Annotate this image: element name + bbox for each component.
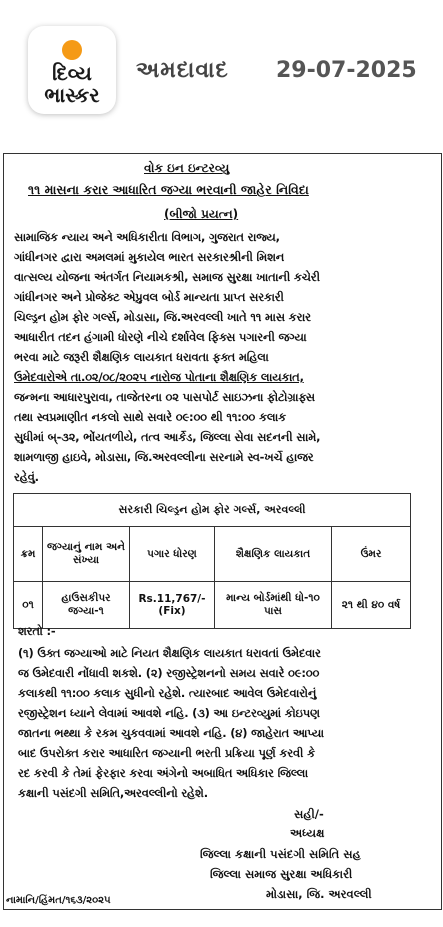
cell-pay: Rs.11,767/- (Fix) bbox=[130, 582, 215, 629]
divya-bhaskar-logo[interactable] bbox=[28, 26, 116, 114]
col-header-pay: પગાર ધોરણ bbox=[130, 527, 215, 582]
cell-qualification: માન્ય બોર્ડમાંથી ધો-૧૦ પાસ bbox=[215, 582, 332, 629]
edition-date: 29-07-2025 bbox=[276, 58, 417, 83]
logo-text-line1: દિવ્ય bbox=[52, 61, 92, 85]
table-caption: સરકારી ચિલ્ડ્રન હોમ ફોર ગર્લ્સ, અરવલ્લી bbox=[14, 494, 411, 527]
col-header-post: જગ્યાનું નામ અને સંખ્યા bbox=[43, 527, 130, 582]
notice-subtitle: (બીજો પ્રયત્ન) bbox=[164, 207, 239, 221]
col-header-age: ઉંમર bbox=[332, 527, 411, 582]
body-line: સામાજિક ન્યાય અને અધિકારીતા વિભાગ, ગુજરાત રાજ્ય, bbox=[14, 230, 280, 244]
body-line: ઉમેદવારોએ તા.૦૨/૦૮/૨૦૨૫ નારોજ પોતાના શૈક્ષણિક લાયકાત, bbox=[14, 370, 304, 384]
condition-line: રદ કરવી કે તેમાં ફેરફાર કરવા અંગેનો અબાધિત અધિકાર જિલ્લા bbox=[18, 766, 308, 780]
body-line: આધારીત તદન હંગામી ધોરણે નીચે દર્શાવેલ ફિક્સ પગારની જગ્યા bbox=[14, 330, 307, 344]
body-line: શામળાજી હાઇવે, મોડાસા, જિ.અરવલ્લીના સરનામે સ્વ-ખર્ચે હાજર bbox=[14, 450, 314, 464]
cell-post: હાઉસકીપર જગ્યા-૧ bbox=[43, 582, 130, 629]
body-line: ગાંધીનગર અને પ્રોજેક્ટ એપ્રુવલ બોર્ડ માન્યતા પ્રાપ્ત સરકારી bbox=[14, 290, 284, 304]
table-row bbox=[14, 582, 411, 629]
notice-title: ૧૧ માસના કરાર આધારિત જગ્યા ભરવાની જાહેર નિવિદા bbox=[28, 182, 309, 197]
condition-line: જાતના ભથ્થા કે રકમ ચુકવવામાં આવશે નહિ. (૪) જાહેરાત આપ્યા bbox=[18, 726, 324, 740]
signature-line2: જિલ્લા સમાજ સુરક્ષા અધિકારી bbox=[210, 867, 353, 881]
logo-text-line2: ભાસ્કર bbox=[44, 83, 100, 107]
condition-line: જ ઉમેદવારી નોંધાવી શકશે. (૨) રજીસ્ટ્રેશનનો સમય સવારે ૦૯:૦૦ bbox=[18, 666, 320, 680]
reference-number: નામાનિ/હિંમત/૧૬૩/૨૦૨૫ bbox=[6, 895, 111, 906]
cell-age: ૨૧ થી ૪૦ વર્ષ bbox=[332, 582, 411, 629]
signature-sd: સહી/- bbox=[294, 807, 324, 821]
sun-icon bbox=[62, 40, 82, 60]
tender-notice bbox=[3, 153, 442, 910]
app-header bbox=[0, 0, 443, 112]
cell-no: ૦૧ bbox=[14, 582, 43, 629]
condition-line: બાદ ઉપરોક્ત કરાર આધારિત જગ્યાની ભરતી પ્રક્રિયા પૂર્ણ કરવી કે bbox=[18, 746, 315, 760]
body-line: ભરવા માટે જરૂરી શૈક્ષણિક લાયકાત ધરાવતા ફક્ત મહિલા bbox=[14, 350, 269, 364]
body-line: તથા સ્વપ્રમાણીત નકલો સાથે સવારે ૦૯:૦૦ થી ૧૧:૦૦ કલાક bbox=[14, 410, 287, 424]
signature-line1: જિલ્લા કક્ષાની પસંદગી સમિતિ સહ bbox=[200, 847, 361, 861]
signature-line3: મોડાસા, જિ. અરવલ્લી bbox=[266, 887, 372, 901]
walkin-heading: વોક ઇન ઇન્ટરવ્યુ bbox=[144, 161, 230, 175]
body-line: સુધીમાં બ્-૩૨, ભોંયતળીયે, તત્વ આર્કેડ, જિલ્લા સેવા સદનની સામે, bbox=[14, 430, 321, 444]
body-line: ગાંધીનગર દ્વારા અમલમાં મુકાયેલ ભારત સરકારશ્રીની મિશન bbox=[14, 250, 285, 264]
body-line: ચિલ્ડ્રન હોમ ફોર ગર્લ્સ, મોડાસા, જિ.અરવલ્લી ખાતે ૧૧ માસ કરાર bbox=[14, 310, 311, 324]
body-line: જન્મના આધારપુરાવા, તાજેતરના ૦૨ પાસપોર્ટ સાઇઝના ફોટોગ્રાફ્સ bbox=[14, 390, 315, 404]
body-line: રહેવું. bbox=[14, 470, 39, 484]
body-line: વાત્સલ્ય યોજના અંતર્ગત નિયામકશ્રી, સમાજ સુરક્ષા ખાતાની કચેરી bbox=[14, 270, 320, 284]
col-header-qualification: શૈક્ષણિક લાયકાત bbox=[215, 527, 332, 582]
signature-chair: અધ્યક્ષ bbox=[290, 826, 325, 840]
condition-line: કલાકથી ૧૧:૦૦ કલાક સુધીનો રહેશે. ત્યારબાદ આવેલ ઉમેદવારોનું bbox=[18, 686, 317, 700]
condition-line: (૧) ઉક્ત જગ્યાઓ માટે નિયત શૈક્ષણિક લાયકાત ધરાવતાં ઉમેદવાર bbox=[18, 646, 321, 660]
condition-line: રજીસ્ટ્રેશન ધ્યાને લેવામાં આવશે નહિ. (૩) આ ઇન્ટરવ્યુમાં કોઇપણ bbox=[18, 706, 320, 720]
vacancy-table bbox=[13, 493, 411, 629]
condition-line: કક્ષાની પસંદગી સમિતિ,અરવલ્લીનો રહેશે. bbox=[18, 786, 208, 800]
col-header-no: ક્રમ bbox=[14, 527, 43, 582]
conditions-heading: શરતો :- bbox=[18, 624, 56, 638]
edition-city: અમદાવાદ bbox=[136, 58, 229, 83]
